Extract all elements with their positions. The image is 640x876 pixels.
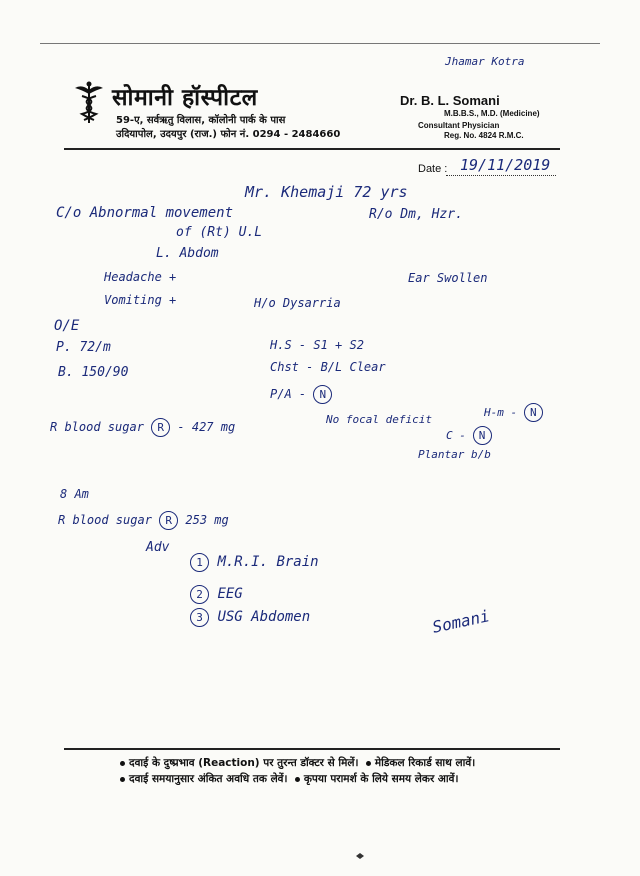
- circled-n-icon: N: [313, 385, 332, 404]
- footer-note-row1: [120, 756, 475, 770]
- circled-r-icon: R: [151, 418, 170, 437]
- date-line: [446, 175, 556, 176]
- cm-label: C -: [446, 429, 466, 442]
- pulse-reading: P. 72/m: [56, 340, 111, 355]
- abdomen-exam: [270, 385, 332, 404]
- blood-sugar-1: [50, 418, 235, 437]
- footer-records-note: मेडिकल रिकार्ड साथ लावें।: [374, 757, 476, 769]
- doctor-qualification: M.B.B.S., M.D. (Medicine): [444, 109, 540, 118]
- chest-exam: Chst - B/L Clear: [270, 360, 386, 374]
- header-divider: [64, 148, 560, 150]
- heart-sounds: H.S - S1 + S2: [270, 338, 364, 352]
- bullet-icon: [120, 777, 125, 782]
- bp-reading: B. 150/90: [58, 365, 129, 380]
- blood-sugar-1-label: R blood sugar: [50, 420, 144, 434]
- circled-3-icon: 3: [190, 608, 209, 627]
- hospital-address-line1: 59-ए, सर्वऋतु विलास, कॉलोनी पार्क के पास: [116, 115, 286, 126]
- footer-reaction-note: दवाई के दुष्प्रभाव (Reaction) पर तुरन्त डॉक्टर से मिलें।: [129, 757, 359, 769]
- blood-sugar-2-label: R blood sugar: [58, 513, 152, 527]
- investigation-1-label: M.R.I. Brain: [217, 554, 319, 570]
- date-label: Date :: [418, 163, 448, 175]
- hm-label: H-m -: [484, 406, 518, 419]
- doctor-signature: Somani: [430, 606, 492, 637]
- neuro-note: No focal deficit: [326, 413, 432, 426]
- complaint-line1: C/o Abnormal movement: [56, 205, 234, 221]
- complaint-vomiting: Vomiting +: [104, 293, 177, 307]
- complaint-ear: Ear Swollen: [408, 271, 488, 285]
- circled-n-icon: N: [524, 403, 543, 422]
- hospital-name: सोमानी हॉस्पीटल: [112, 85, 258, 111]
- investigation-2-label: EEG: [217, 586, 243, 602]
- bullet-icon: [366, 761, 371, 766]
- plantar-note: Plantar b/b: [418, 448, 491, 461]
- date-value: 19/11/2019: [460, 156, 551, 174]
- complaint-headache: Headache +: [104, 270, 177, 284]
- footer-dosage-note: दवाई समयानुसार अंकित अवधि तक लेवें।: [129, 773, 288, 785]
- complaint-line1b: of (Rt) U.L: [176, 225, 263, 240]
- blood-sugar-1-value: - 427 mg: [177, 420, 236, 434]
- doctor-registration: Reg. No. 4824 R.M.C.: [444, 131, 524, 140]
- circled-r-icon: R: [159, 511, 178, 530]
- circled-n-icon: N: [473, 426, 492, 445]
- top-divider: [40, 43, 600, 44]
- abdomen-label: P/A -: [270, 387, 307, 401]
- history-note: H/o Dysarria: [254, 296, 341, 310]
- blood-sugar-2-value: 253 mg: [185, 513, 229, 527]
- doctor-name: Dr. B. L. Somani: [400, 93, 500, 108]
- bullet-icon: [295, 777, 300, 782]
- blood-sugar-2: [58, 511, 229, 530]
- residence: R/o Dm, Hzr.: [369, 207, 463, 222]
- circled-2-icon: 2: [190, 585, 209, 604]
- time-note: 8 Am: [60, 487, 89, 501]
- patient-name: Mr. Khemaji 72 yrs: [245, 183, 408, 201]
- hm-note: [484, 403, 543, 422]
- hospital-address-line2: उदियापोल, उदयपुर (राज.) फोन नं. 0294 - 2484660: [116, 129, 341, 140]
- investigation-3-label: USG Abdomen: [217, 609, 311, 625]
- ink-mark-icon: [355, 852, 365, 860]
- circled-1-icon: 1: [190, 553, 209, 572]
- handwritten-top-note: Jhamar Kotra: [445, 55, 525, 68]
- bullet-icon: [120, 761, 125, 766]
- footer-appointment-note: कृपया परामर्श के लिये समय लेकर आवें।: [303, 773, 459, 785]
- complaint-line2: L. Abdom: [156, 246, 219, 261]
- footer-divider: [64, 748, 560, 750]
- doctor-designation: Consultant Physician: [418, 121, 500, 130]
- investigation-2: [190, 585, 243, 604]
- investigation-3: [190, 608, 310, 627]
- exam-heading: O/E: [54, 318, 80, 334]
- caduceus-icon: [72, 80, 106, 124]
- footer-note-row2: [120, 772, 458, 786]
- advice-label: Adv: [146, 540, 170, 555]
- investigation-1: [190, 553, 319, 572]
- cm-note: [446, 426, 492, 445]
